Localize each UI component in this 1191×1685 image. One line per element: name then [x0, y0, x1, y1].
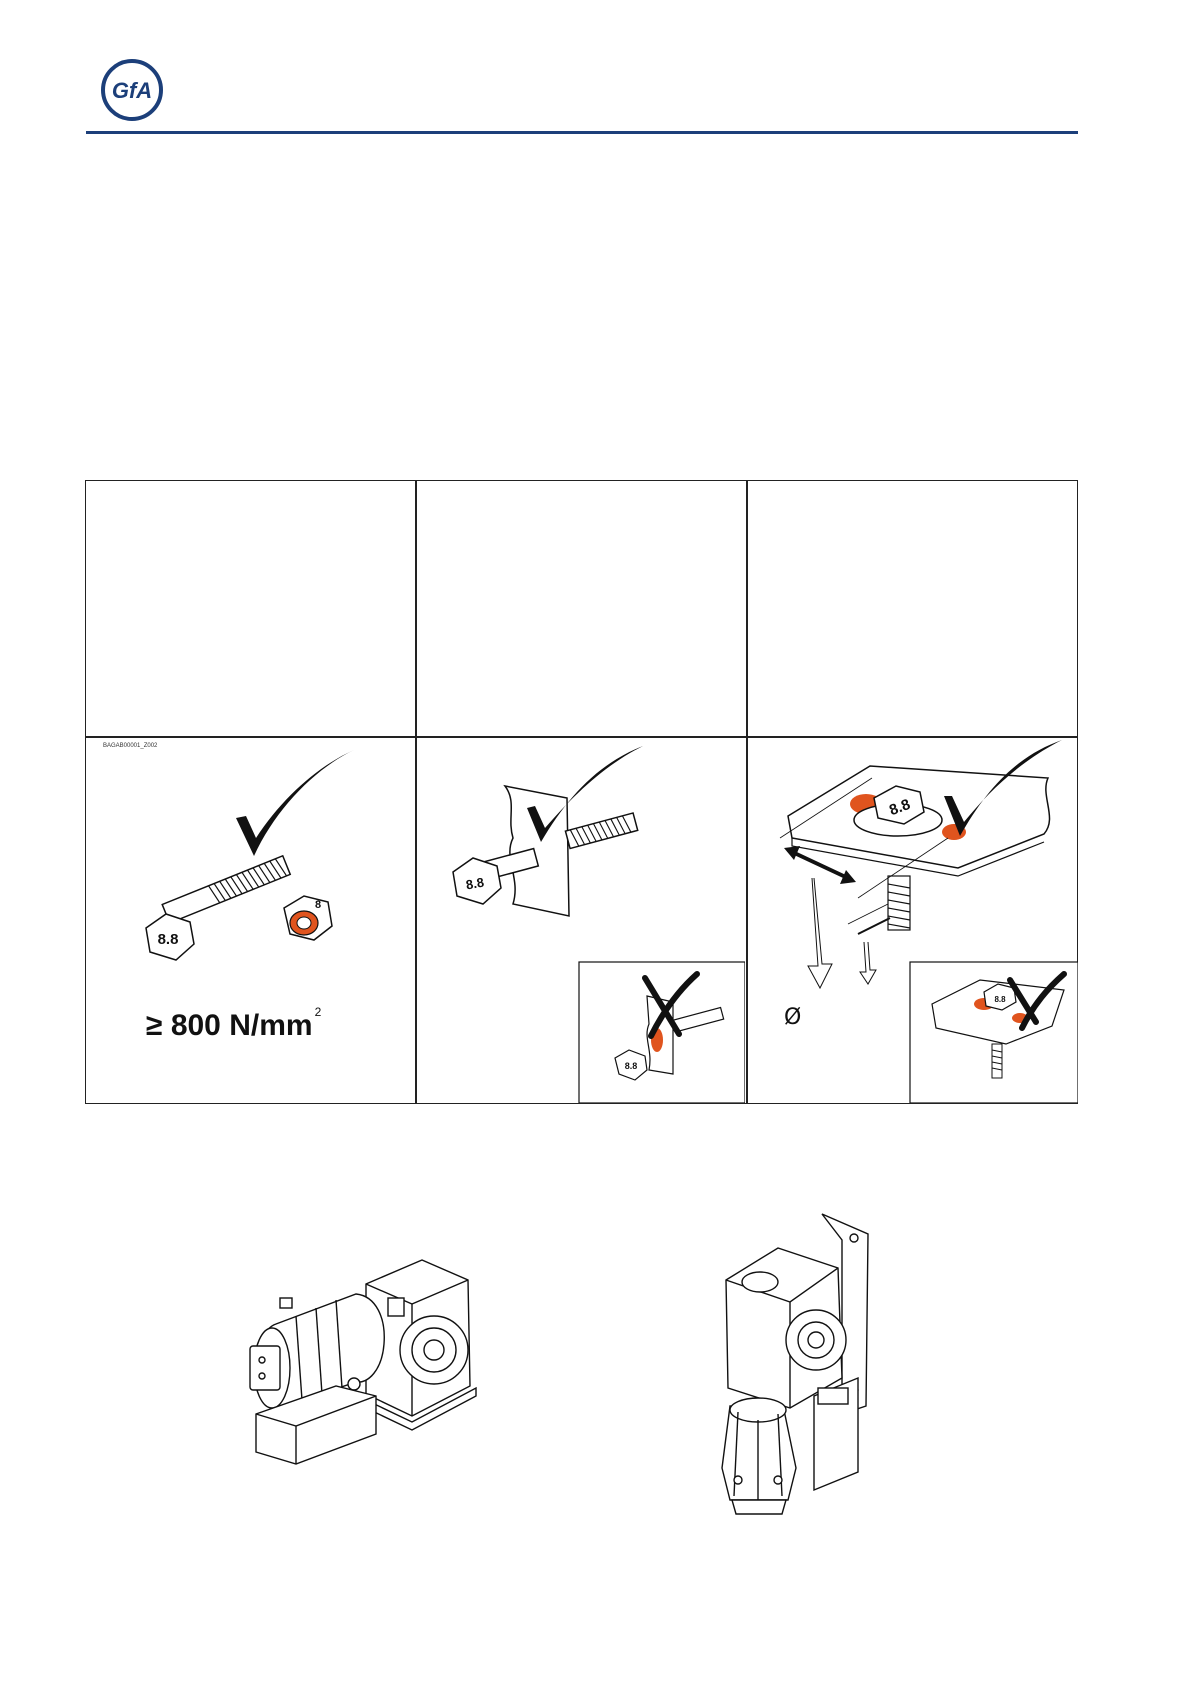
strength-requirement	[146, 1005, 322, 1043]
logo-text: GfA	[111, 78, 153, 103]
strength-value: 800 N/mm	[170, 1009, 313, 1042]
figure-code: BAGAB00001_Z002	[103, 743, 158, 749]
header-rule	[86, 131, 1078, 134]
vertical-motor-illustration	[718, 1210, 880, 1520]
down-arrow-icon	[808, 878, 832, 988]
nut-grade-label: 8	[314, 899, 322, 911]
bolt-grade-label: 8.8	[464, 874, 486, 893]
strength-exponent: 2	[314, 1005, 322, 1019]
incorrect-mounting-inset	[910, 962, 1078, 1103]
bolt-grade-label: 8.8	[624, 1061, 638, 1071]
diameter-symbol: Ø	[784, 1005, 802, 1030]
check-mark-icon	[236, 750, 354, 856]
gfa-logo	[100, 58, 164, 122]
incorrect-mounting-inset	[579, 962, 745, 1103]
bolt-washer-diameter-illustration	[748, 738, 1078, 1103]
bolt-mounting-table	[85, 480, 1078, 1104]
strength-symbol: ≥	[146, 1009, 163, 1042]
bolt-grade-label: 8.8	[994, 995, 1006, 1004]
small-arrow-icon	[858, 918, 890, 934]
horizontal-motor-illustration	[236, 1258, 480, 1472]
bolt-grade-label: 8.8	[887, 795, 913, 820]
down-arrow-icon	[860, 942, 876, 984]
bolt-nut-illustration	[86, 738, 414, 1103]
bolt-through-plate-illustration	[417, 738, 745, 1103]
nut-icon	[284, 896, 332, 940]
bolt-grade-label: 8.8	[157, 931, 179, 948]
